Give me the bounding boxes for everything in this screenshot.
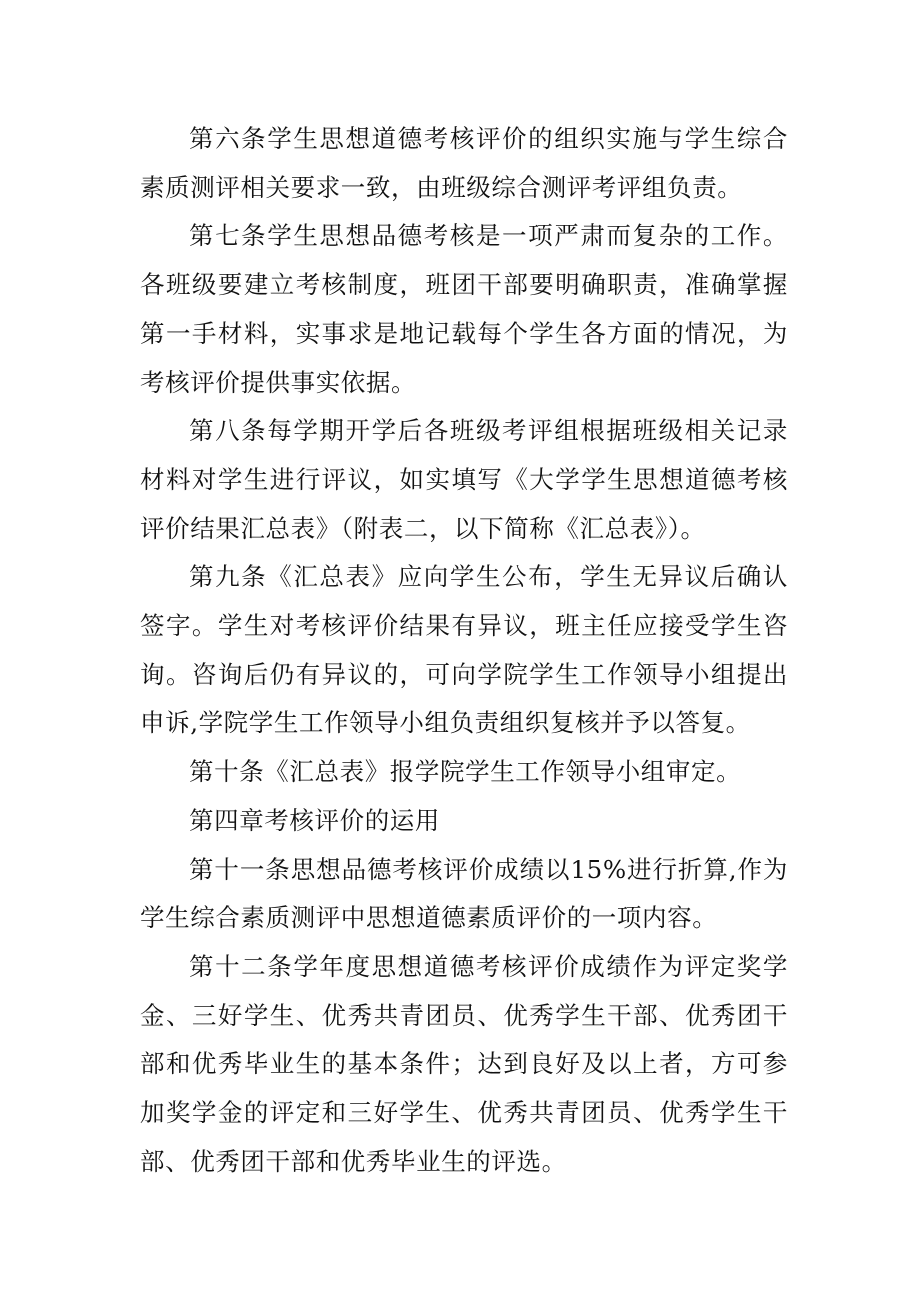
document-body	[140, 115, 788, 1186]
article-12-paragraph: 第十二条学年度思想道德考核评价成绩作为评定奖学金、三好学生、优秀共青团员、优秀学生干部、优秀团干部和优秀毕业生的基本条件；达到良好及以上者，方可参加奖学金的评定和三好学生、优秀共青团员、优秀学生干部、优秀团干部和优秀毕业生的评选。	[140, 951, 788, 1176]
article-11-paragraph: 第十一条思想品德考核评价成绩以15%进行折算,作为学生综合素质测评中思想道德素质评价的一项内容。	[140, 854, 788, 933]
article-10-paragraph: 第十条《汇总表》报学院学生工作领导小组审定。	[189, 757, 742, 787]
article-6-paragraph: 第六条学生思想道德考核评价的组织实施与学生综合素质测评相关要求一致，由班级综合测评考评组负责。	[140, 124, 788, 202]
article-7-paragraph: 第七条学生思想品德考核是一项严肃而复杂的工作。各班级要建立考核制度，班团干部要明确职责，准确掌握第一手材料，实事求是地记载每个学生各方面的情况，为考核评价提供事实依据。	[140, 221, 788, 397]
article-8-paragraph: 第八条每学期开学后各班级考评组根据班级相关记录材料对学生进行评议，如实填写《大学学生思想道德考核评价结果汇总表》（附表二，以下简称《汇总表》）。	[140, 416, 788, 543]
article-9-paragraph: 第九条《汇总表》应向学生公布，学生无异议后确认签字。学生对考核评价结果有异议，班主任应接受学生咨询。咨询后仍有异议的，可向学院学生工作领导小组提出申诉,学院学生工作领导小组负责组织复核并予以答复。	[140, 562, 788, 738]
chapter-4-heading: 第四章考核评价的运用	[189, 805, 440, 835]
